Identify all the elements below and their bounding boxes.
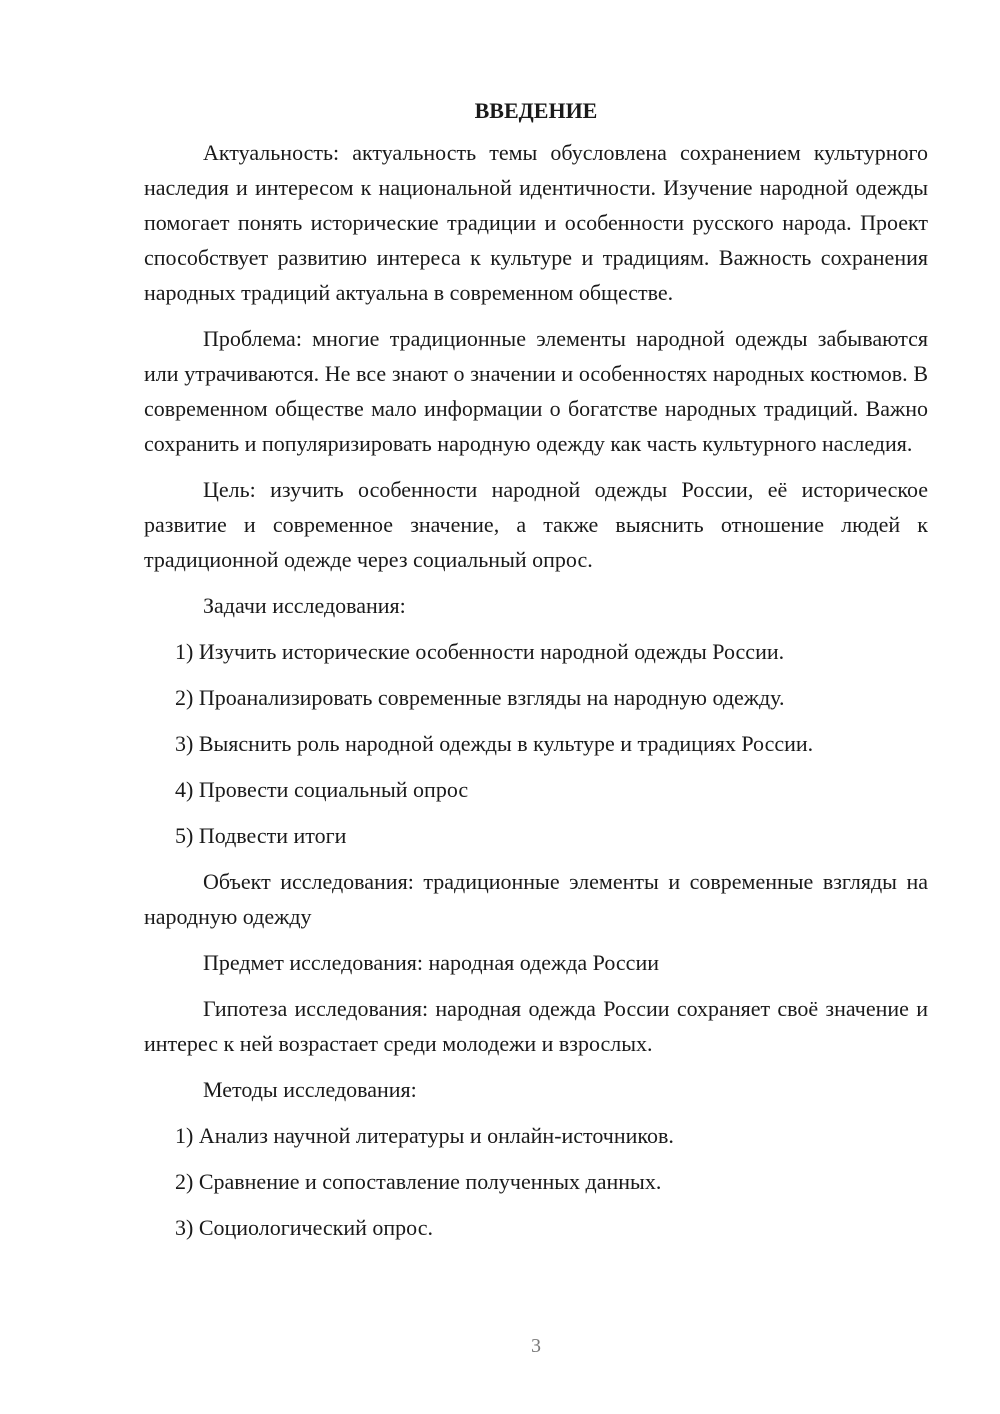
hypothesis-paragraph: Гипотеза исследования: народная одежда России сохраняет своё значение и интерес к ней возрастает среди молодежи и взрослых. — [144, 996, 928, 1056]
list-item: 2) Проанализировать современные взгляды на народную одежду. — [175, 685, 785, 710]
list-item: 3) Социологический опрос. — [175, 1215, 433, 1240]
methods-list — [144, 1118, 928, 1245]
tasks-list — [144, 634, 928, 853]
list-item: 2) Сравнение и сопоставление полученных данных. — [175, 1169, 662, 1194]
object-paragraph: Объект исследования: традиционные элементы и современные взгляды на народную одежду — [144, 869, 928, 929]
list-item: 5) Подвести итоги — [175, 823, 347, 848]
list-item: 4) Провести социальный опрос — [175, 777, 469, 802]
section-title: ВВЕДЕНИЕ — [474, 98, 598, 123]
document-page — [144, 96, 928, 1256]
methods-heading: Методы исследования: — [203, 1077, 417, 1102]
tasks-heading: Задачи исследования: — [203, 593, 406, 618]
list-item: 1) Изучить исторические особенности народной одежды России. — [175, 639, 785, 664]
relevance-paragraph: Актуальность: актуальность темы обусловлена сохранением культурного наследия и интересом к национальной идентичности. Изучение народной одежды помогает понять исторические традиции и особенности русского народа. Проект способствует развитию интереса к культуре и традициям. Важность сохранения народных традиций актуальна в современном обществе. — [144, 140, 928, 305]
page-number: 3 — [531, 1335, 541, 1357]
problem-paragraph: Проблема: многие традиционные элементы народной одежды забываются или утрачиваются. Не все знают о значении и особенностях народных костюмов. В современном обществе мало информации о богатстве народных традиций. Важно сохранить и популяризировать народную одежду как часть культурного наследия. — [144, 326, 928, 456]
list-item: 1) Анализ научной литературы и онлайн-источников. — [175, 1123, 674, 1148]
list-item: 3) Выяснить роль народной одежды в культуре и традициях России. — [175, 731, 814, 756]
goal-paragraph: Цель: изучить особенности народной одежды России, её историческое развитие и современное значение, а также выяснить отношение людей к традиционной одежде через социальный опрос. — [144, 477, 928, 572]
subject-paragraph: Предмет исследования: народная одежда России — [203, 950, 659, 975]
